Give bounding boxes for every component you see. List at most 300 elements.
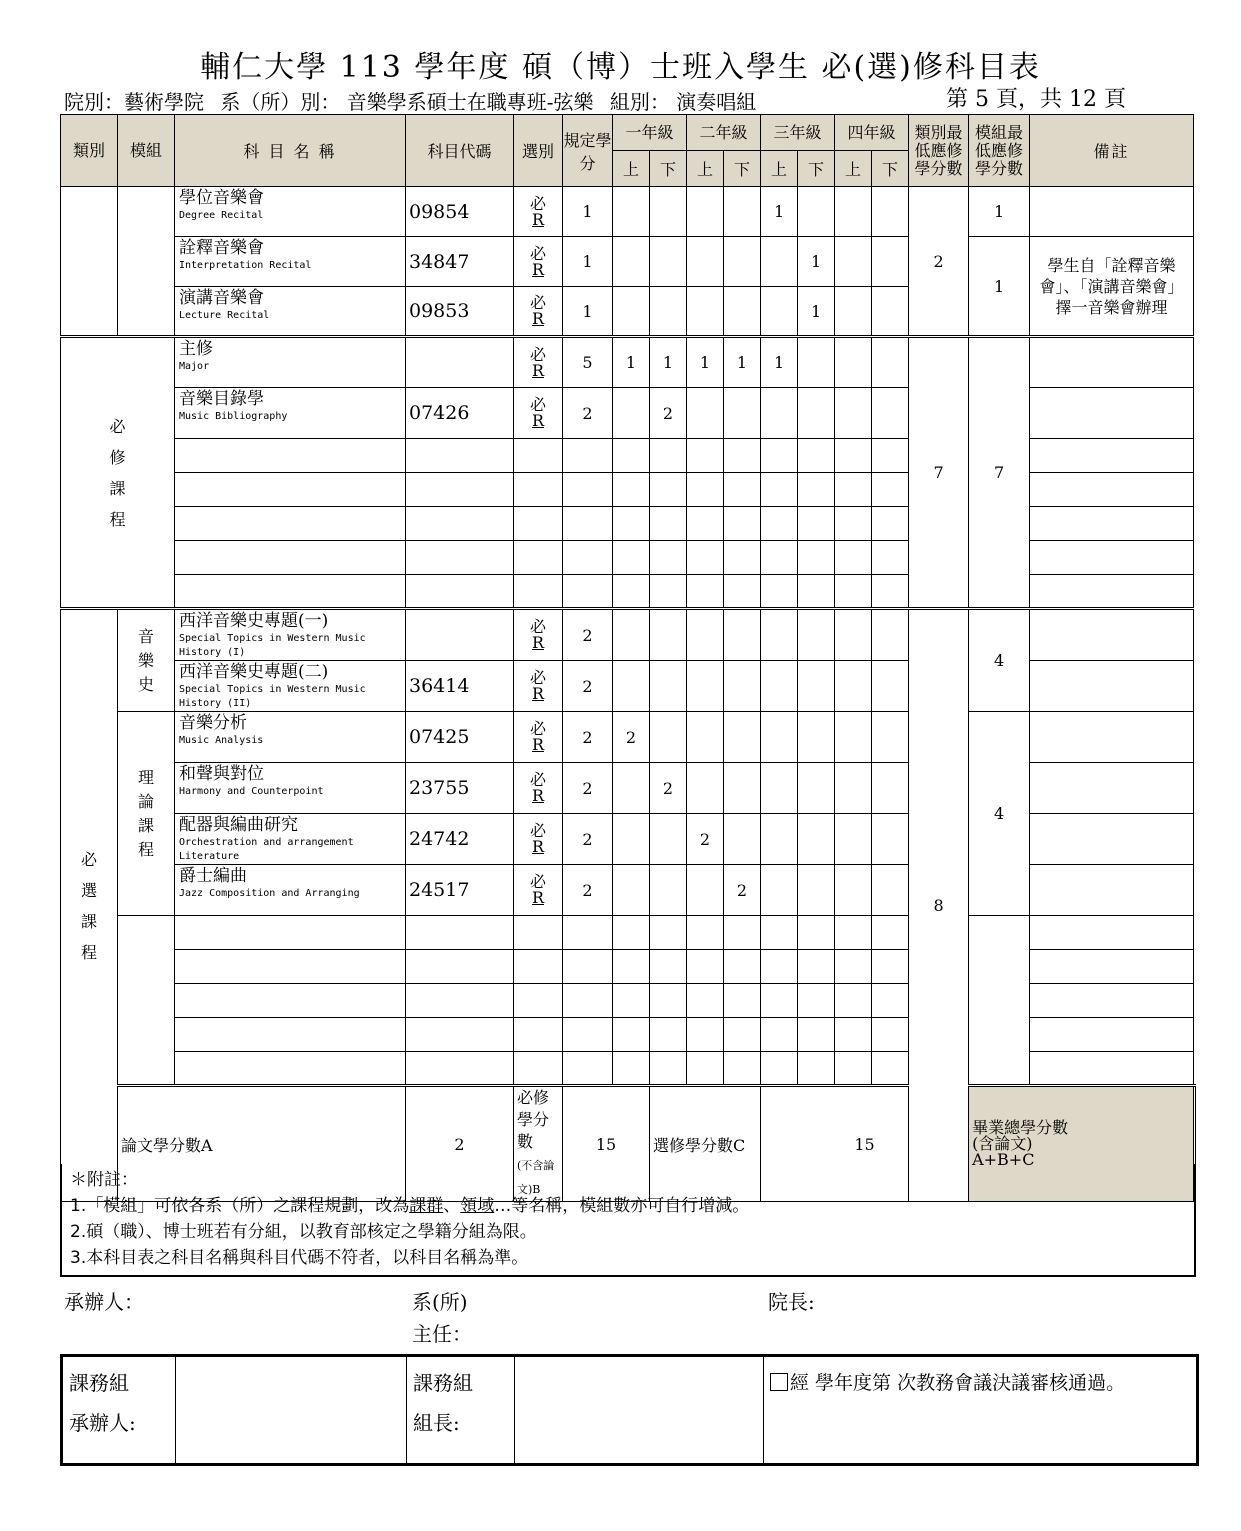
elective-credits-label: 選修學分數C [650, 1086, 761, 1202]
table-cell [613, 763, 650, 814]
table-cell [613, 814, 650, 865]
subtitle [64, 86, 766, 115]
course-type: 必 R [514, 661, 563, 712]
table-cell [687, 984, 724, 1018]
table-cell [724, 388, 761, 439]
table-cell [563, 1018, 613, 1052]
table-cell [798, 661, 835, 712]
course-code: 07426 [406, 388, 514, 439]
note-2: 2.碩（職）、博士班若有分組，以教育部核定之學籍分組為限。 [70, 1222, 537, 1242]
y1a-credit: 2 [613, 712, 650, 763]
table-cell [687, 950, 724, 984]
table-cell [969, 916, 1030, 1086]
table-row [61, 187, 1196, 237]
table-row-empty [61, 916, 1196, 950]
table-cell [798, 439, 835, 473]
module-blank [118, 916, 175, 1086]
notes-box [60, 1164, 1196, 1277]
table-cell [613, 1018, 650, 1052]
module-min-value: 7 [969, 337, 1030, 609]
table-cell [761, 763, 798, 814]
table-cell [1030, 763, 1194, 814]
course-name: 配器與編曲研究 Orchestration and arrangement Literature [175, 814, 406, 865]
office-head-label: 課務組 組長: [407, 1356, 515, 1465]
table-cell [650, 950, 687, 984]
table-cell [798, 916, 835, 950]
approval-checkbox[interactable] [770, 1373, 788, 1391]
table-cell [835, 950, 872, 984]
table-cell [798, 473, 835, 507]
course-name: 主修 Major [175, 337, 406, 388]
table-cell [872, 950, 909, 984]
module-min-value: 4 [969, 609, 1030, 712]
course-name: 和聲與對位 Harmony and Counterpoint [175, 763, 406, 814]
table-cell [872, 388, 909, 439]
table-cell [761, 541, 798, 575]
table-cell [650, 507, 687, 541]
page-number: 第 5 頁，共 12 頁 [946, 87, 1126, 112]
table-cell [724, 575, 761, 609]
table-cell [761, 984, 798, 1018]
table-cell [406, 984, 514, 1018]
course-table [60, 114, 1196, 1202]
office-handler-signature[interactable] [176, 1356, 407, 1465]
course-name: 演講音樂會 Lecture Recital [175, 287, 406, 337]
table-cell [798, 337, 835, 388]
table-cell [835, 916, 872, 950]
page-title: 輔仁大學 113 學年度 碩（博）士班入學生 必(選)修科目表 [200, 50, 1041, 85]
table-cell [798, 712, 835, 763]
table-cell [1030, 916, 1194, 950]
table-cell [406, 950, 514, 984]
table-cell [835, 865, 872, 916]
course-type: 必 R [514, 763, 563, 814]
course-credits: 2 [563, 712, 613, 763]
table-cell [761, 916, 798, 950]
table-cell [1030, 865, 1194, 916]
table-cell [761, 388, 798, 439]
table-cell [175, 1018, 406, 1052]
table-cell [872, 865, 909, 916]
graduation-credits-label: 畢業總學分數 (含論文) A+B+C [969, 1086, 1194, 1202]
module-min-value: 1 [969, 187, 1030, 237]
table-cell [724, 507, 761, 541]
thesis-credits-label: 論文學分數A [118, 1086, 406, 1202]
table-cell [687, 865, 724, 916]
table-cell [406, 916, 514, 950]
table-cell [1030, 712, 1194, 763]
table-cell [872, 541, 909, 575]
course-credits: 5 [563, 337, 613, 388]
table-cell [724, 763, 761, 814]
course-type: 必 R [514, 388, 563, 439]
table-cell [724, 950, 761, 984]
table-cell [872, 712, 909, 763]
table-cell [613, 187, 650, 237]
category-min-value: 7 [909, 337, 969, 609]
table-cell [1030, 507, 1194, 541]
table-cell [835, 237, 872, 287]
table-cell [406, 507, 514, 541]
course-code [406, 609, 514, 661]
table-cell [835, 187, 872, 237]
header-row-1 [61, 115, 1196, 151]
table-cell [406, 439, 514, 473]
required-category-label: 必修課程 [61, 337, 175, 609]
table-row [61, 337, 1196, 388]
course-code: 34847 [406, 237, 514, 287]
y1b-credit: 1 [650, 337, 687, 388]
table-cell [613, 916, 650, 950]
table-cell [514, 473, 563, 507]
elective-category-label: 必選課程 [61, 609, 118, 1202]
table-cell [872, 287, 909, 337]
table-cell [1030, 473, 1194, 507]
table-cell [687, 916, 724, 950]
table-cell [613, 473, 650, 507]
table-cell [687, 287, 724, 337]
table-cell [761, 575, 798, 609]
table-cell [798, 187, 835, 237]
table-cell [650, 984, 687, 1018]
table-cell [724, 439, 761, 473]
table-cell [406, 473, 514, 507]
dean-signature-label: 院長: [768, 1290, 815, 1314]
table-cell [761, 1018, 798, 1052]
course-code: 09854 [406, 187, 514, 237]
col-year1: 一年級 [613, 115, 687, 151]
course-code: 23755 [406, 763, 514, 814]
table-row [61, 712, 1196, 763]
table-cell [835, 1018, 872, 1052]
thesis-credits-value: 2 [406, 1086, 514, 1202]
table-cell [761, 439, 798, 473]
table-cell [514, 950, 563, 984]
remark-text: 學生自「詮釋音樂會」、「演講音樂會」擇一音樂會辦理 [1030, 237, 1194, 337]
table-cell [835, 439, 872, 473]
table-cell [872, 337, 909, 388]
table-cell [761, 237, 798, 287]
table-cell [798, 541, 835, 575]
table-cell [406, 1018, 514, 1052]
table-cell [1030, 187, 1194, 237]
table-cell [687, 763, 724, 814]
module-min-value: 1 [969, 237, 1030, 337]
dept-head-label-1: 系(所) [412, 1290, 468, 1314]
table-cell [613, 388, 650, 439]
col-year4: 四年級 [835, 115, 909, 151]
table-cell [872, 661, 909, 712]
table-cell [798, 1018, 835, 1052]
col-module: 模組 [118, 115, 175, 187]
office-handler-label: 課務組 承辦人: [62, 1356, 176, 1465]
y1a-credit: 1 [613, 337, 650, 388]
table-cell [1030, 950, 1194, 984]
table-cell [687, 609, 724, 661]
table-cell [798, 575, 835, 609]
note-1: 1.「模組」可依各系（所）之課程規劃，改為課群、領域…等名稱，模組數亦可自行增減。 [70, 1196, 750, 1216]
table-cell [613, 865, 650, 916]
table-cell [724, 609, 761, 661]
table-cell [650, 609, 687, 661]
course-code: 07425 [406, 712, 514, 763]
course-credits: 2 [563, 814, 613, 865]
module-music-history: 音樂史 [118, 609, 175, 712]
y3-first: 上 [761, 151, 798, 187]
table-cell [175, 507, 406, 541]
table-cell [650, 473, 687, 507]
course-code [406, 337, 514, 388]
table-cell [650, 814, 687, 865]
approval-table [60, 1354, 1199, 1466]
col-credits: 規定學分 [563, 115, 613, 187]
col-category-min: 類別最低應修學分數 [909, 115, 969, 187]
col-course-code: 科目代碼 [406, 115, 514, 187]
table-cell [761, 865, 798, 916]
note-3: 3.本科目表之科目名稱與科目代碼不符者，以科目名稱為準。 [70, 1248, 529, 1268]
table-cell [563, 916, 613, 950]
table-cell [613, 439, 650, 473]
table-cell [724, 187, 761, 237]
y2b-credit: 1 [724, 337, 761, 388]
table-cell [613, 507, 650, 541]
course-type: 必 R [514, 814, 563, 865]
table-cell [514, 1018, 563, 1052]
table-cell [514, 507, 563, 541]
table-cell [724, 1052, 761, 1086]
table-cell [798, 507, 835, 541]
table-cell [835, 661, 872, 712]
table-cell [798, 1052, 835, 1086]
course-code: 09853 [406, 287, 514, 337]
col-remarks: 備註 [1030, 115, 1194, 187]
table-cell [761, 814, 798, 865]
course-type: 必 R [514, 287, 563, 337]
table-cell [724, 287, 761, 337]
table-cell [687, 1052, 724, 1086]
table-cell [514, 541, 563, 575]
table-cell [650, 1018, 687, 1052]
col-type: 選別 [514, 115, 563, 187]
table-cell [761, 473, 798, 507]
table-cell [872, 575, 909, 609]
table-cell [835, 1052, 872, 1086]
table-cell [687, 1018, 724, 1052]
table-cell [872, 1052, 909, 1086]
notes-title: ＊附註： [70, 1170, 138, 1190]
table-cell [724, 473, 761, 507]
table-cell [724, 712, 761, 763]
table-cell [724, 814, 761, 865]
table-cell [613, 287, 650, 337]
table-cell [175, 541, 406, 575]
table-cell [613, 237, 650, 287]
course-name: 詮釋音樂會 Interpretation Recital [175, 237, 406, 287]
table-cell [872, 439, 909, 473]
course-code: 36414 [406, 661, 514, 712]
table-cell [687, 575, 724, 609]
table-cell [1030, 984, 1194, 1018]
y2a-credit: 1 [687, 337, 724, 388]
table-cell [514, 984, 563, 1018]
table-cell [761, 1052, 798, 1086]
course-credits: 1 [563, 237, 613, 287]
required-credits-value: 15 [563, 1086, 650, 1202]
table-cell [1030, 337, 1194, 388]
course-code: 24742 [406, 814, 514, 865]
table-cell [613, 950, 650, 984]
y2b-credit: 2 [724, 865, 761, 916]
table-cell [798, 984, 835, 1018]
table-cell [1030, 1018, 1194, 1052]
table-cell [835, 984, 872, 1018]
table-cell [687, 473, 724, 507]
table-cell [724, 1018, 761, 1052]
table-cell [1030, 661, 1194, 712]
table-cell [175, 473, 406, 507]
course-type: 必 R [514, 712, 563, 763]
course-type: 必 R [514, 237, 563, 287]
table-cell [835, 287, 872, 337]
table-cell [724, 916, 761, 950]
table-cell [650, 187, 687, 237]
table-cell [798, 763, 835, 814]
table-cell [872, 507, 909, 541]
table-cell [613, 984, 650, 1018]
table-cell [687, 187, 724, 237]
course-credits: 2 [563, 763, 613, 814]
table-cell [175, 984, 406, 1018]
table-cell [835, 388, 872, 439]
table-cell [872, 473, 909, 507]
table-cell [650, 541, 687, 575]
table-cell [798, 865, 835, 916]
table-cell [761, 287, 798, 337]
table-cell [687, 439, 724, 473]
course-credits: 2 [563, 609, 613, 661]
y1b-credit: 2 [650, 388, 687, 439]
table-cell [175, 916, 406, 950]
table-cell [650, 439, 687, 473]
table-cell [613, 541, 650, 575]
handler-signature-label: 承辦人： [64, 1290, 144, 1314]
col-course-name: 科 目 名 稱 [175, 115, 406, 187]
table-cell [761, 712, 798, 763]
elective-credits-value: 15 [761, 1086, 969, 1202]
table-cell [1030, 575, 1194, 609]
table-cell [872, 916, 909, 950]
table-cell [563, 439, 613, 473]
table-cell [1030, 609, 1194, 661]
course-name: 音樂目錄學 Music Bibliography [175, 388, 406, 439]
table-cell [835, 814, 872, 865]
table-cell [687, 237, 724, 287]
table-cell [406, 575, 514, 609]
table-cell [650, 661, 687, 712]
table-cell [563, 1052, 613, 1086]
table-cell [406, 1052, 514, 1086]
y3a-credit: 1 [761, 187, 798, 237]
category-min-value: 2 [909, 187, 969, 337]
course-credits: 1 [563, 287, 613, 337]
y1-second: 下 [650, 151, 687, 187]
course-name: 西洋音樂史專題(二) Special Topics in Western Music History (II) [175, 661, 406, 712]
college-label: 院別：藝術學院 [64, 90, 204, 114]
table-cell [798, 388, 835, 439]
approval-statement: 經 學年度第 次教務會議決議審核通過。 [764, 1356, 1198, 1465]
course-type: 必 R [514, 609, 563, 661]
table-cell [650, 916, 687, 950]
table-row [61, 609, 1196, 661]
course-code: 24517 [406, 865, 514, 916]
table-cell [798, 814, 835, 865]
table-cell [798, 950, 835, 984]
module-blank [118, 187, 175, 337]
table-cell [613, 661, 650, 712]
table-cell [872, 1018, 909, 1052]
table-cell [613, 575, 650, 609]
table-cell [872, 237, 909, 287]
table-cell [835, 473, 872, 507]
course-type: 必 R [514, 187, 563, 237]
y1b-credit: 2 [650, 763, 687, 814]
table-cell [563, 541, 613, 575]
table-cell [563, 984, 613, 1018]
table-cell [724, 661, 761, 712]
course-type: 必 R [514, 865, 563, 916]
course-type: 必 R [514, 337, 563, 388]
office-head-signature[interactable] [515, 1356, 764, 1465]
y3a-credit: 1 [761, 337, 798, 388]
course-credits: 2 [563, 388, 613, 439]
table-cell [687, 541, 724, 575]
course-credits: 1 [563, 187, 613, 237]
table-cell [650, 712, 687, 763]
y2-second: 下 [724, 151, 761, 187]
module-theory: 理論課程 [118, 712, 175, 916]
table-cell [835, 712, 872, 763]
dept-head-label-2: 主任： [412, 1322, 472, 1346]
table-cell [835, 763, 872, 814]
table-cell [687, 388, 724, 439]
table-cell [872, 763, 909, 814]
table-cell [835, 541, 872, 575]
table-cell [835, 609, 872, 661]
y4-second: 下 [872, 151, 909, 187]
table-cell [613, 609, 650, 661]
table-cell [406, 541, 514, 575]
col-year3: 三年級 [761, 115, 835, 151]
y4-first: 上 [835, 151, 872, 187]
category-min-value: 8 [909, 609, 969, 1202]
table-cell [1030, 1052, 1194, 1086]
table-cell [1030, 814, 1194, 865]
table-cell [563, 575, 613, 609]
table-cell [514, 1052, 563, 1086]
table-cell [687, 712, 724, 763]
table-cell [872, 814, 909, 865]
y2a-credit: 2 [687, 814, 724, 865]
y3b-credit: 1 [798, 287, 835, 337]
table-cell [872, 187, 909, 237]
table-cell [761, 950, 798, 984]
y3b-credit: 1 [798, 237, 835, 287]
module-min-value: 4 [969, 712, 1030, 916]
table-cell [687, 507, 724, 541]
department-label: 系（所）別： 音樂學系碩士在職專班-弦樂 [220, 90, 594, 114]
col-year2: 二年級 [687, 115, 761, 151]
y2-first: 上 [687, 151, 724, 187]
